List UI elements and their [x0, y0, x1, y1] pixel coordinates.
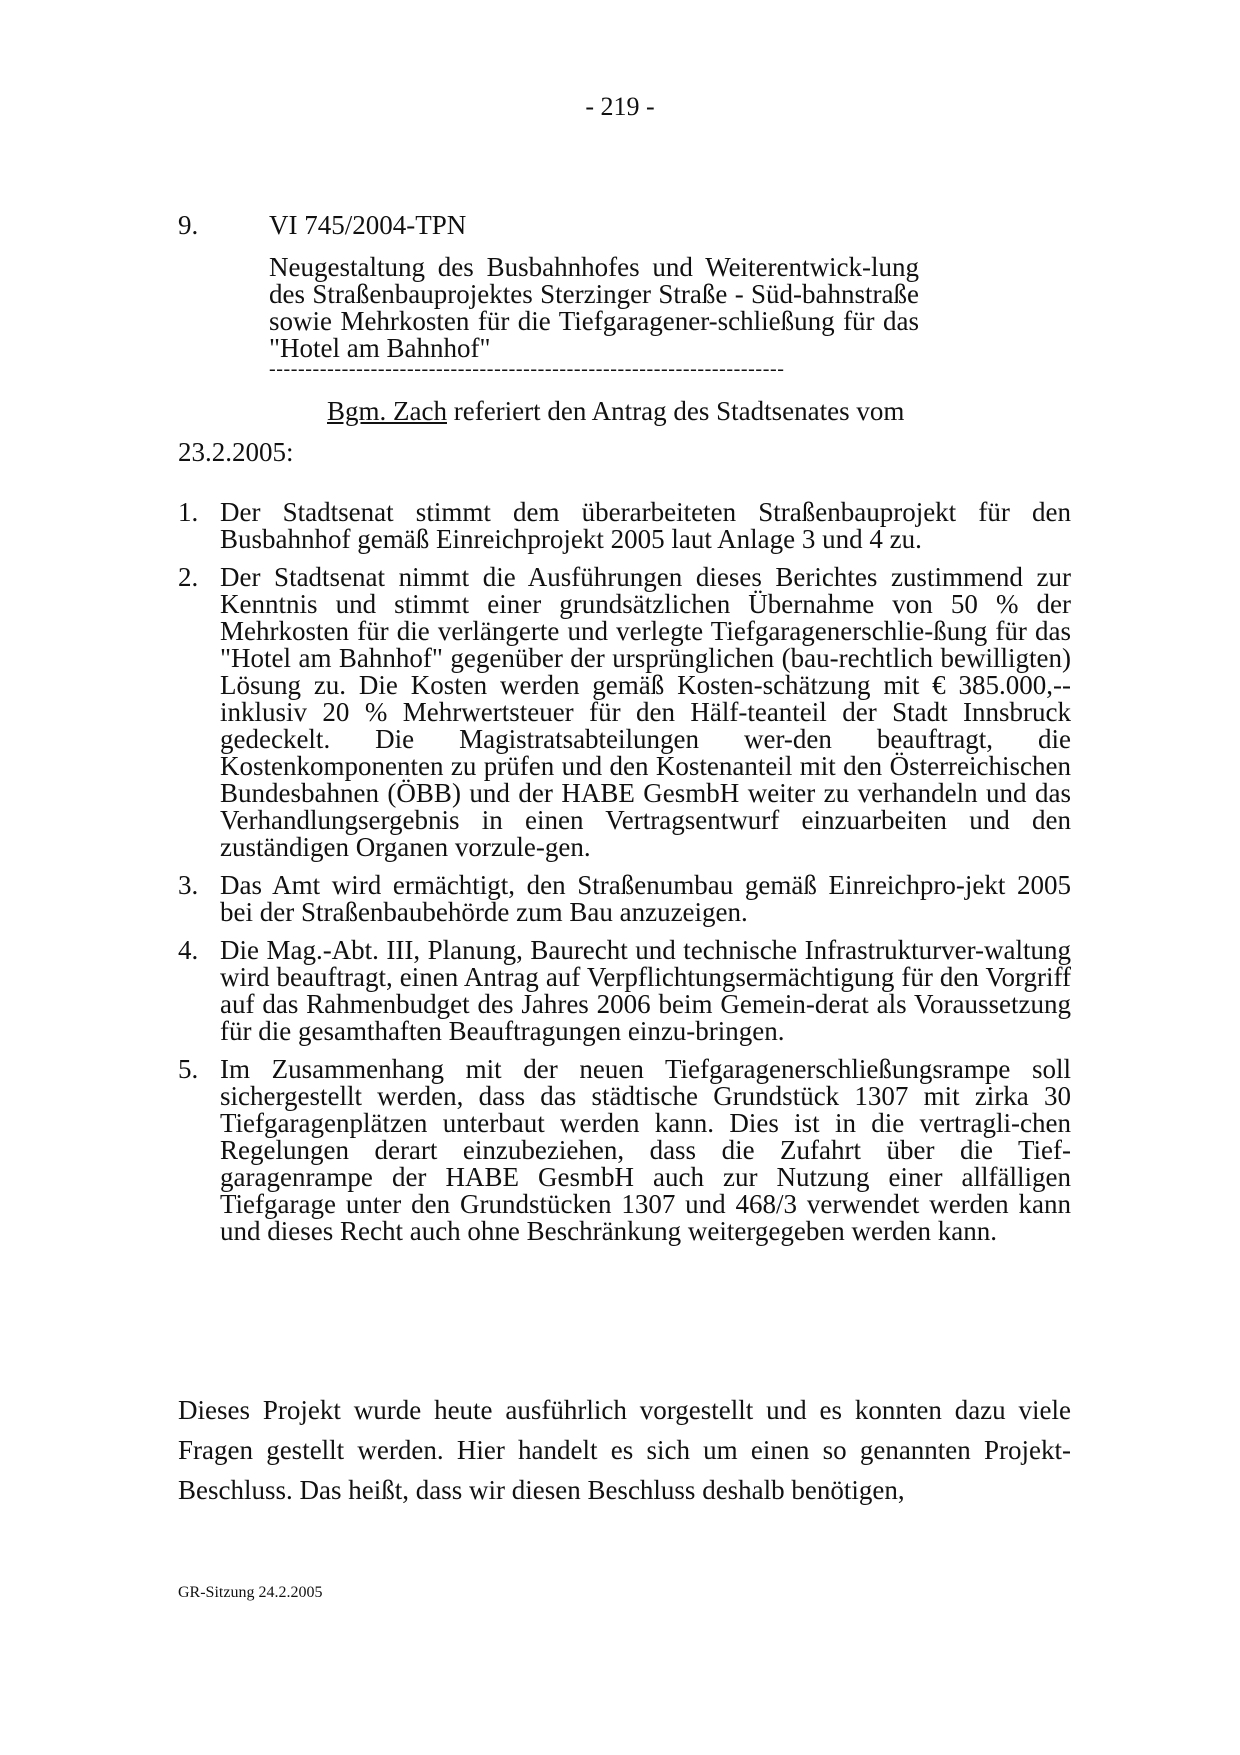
closing-paragraph: Dieses Projekt wurde heute ausführlich vorgestellt und es konnten dazu viele Fragen gestellt werden. Hier handelt es sich um einen so genannten Projekt-Beschluss. Das heißt, dass wir diesen Beschluss deshalb benötigen,	[178, 1395, 1071, 1505]
resolution-text: Der Stadtsenat stimmt dem überarbeiteten Straßenbauprojekt für den Busbahnhof gemäß Einreichprojekt 2005 laut Anlage 3 und 4 zu.	[220, 497, 1071, 554]
page-number: - 219 -	[585, 92, 655, 121]
agenda-subject: Neugestaltung des Busbahnhofes und Weiterentwick-lung des Straßenbauprojektes Sterzinger Straße - Süd-bahnstraße sowie Mehrkosten für die Tiefgaragener-schließung für das "Hotel am Bahnhof"	[269, 252, 919, 363]
resolution-text: Im Zusammenhang mit der neuen Tiefgaragenerschließungsrampe soll sichergestellt werden, dass das städtische Grundstück 1307 mit zirka 30 Tiefgaragenplätzen unterbaut werden kann. Dies ist in die vertragli-chen Regelungen derart einzubeziehen, dass die Zufahrt über die Tief-garagenrampe der HABE GesmbH auch zur Nutzung einer allfälligen Tiefgarage unter den Grundstücken 1307 und 468/3 verwendet werden kann und dieses Recht auch ohne Beschränkung weitergegeben werden kann.	[220, 1054, 1071, 1246]
resolution-number: 4.	[178, 935, 199, 965]
resolution-text: Das Amt wird ermächtigt, den Straßenumbau gemäß Einreichpro-jekt 2005 bei der Straßenbaubehörde zum Bau anzuzeigen.	[220, 870, 1071, 927]
separator-line: -----------------------------------------------------------------------	[269, 358, 785, 380]
intro-text: referiert den Antrag des Stadtsenates vom	[446, 396, 905, 426]
resolution-list	[178, 499, 1071, 1256]
resolution-number: 5.	[178, 1054, 199, 1084]
resolution-item	[178, 499, 1071, 553]
intro-date: 23.2.2005:	[178, 437, 294, 467]
intro-line	[327, 396, 904, 427]
page-footer: GR-Sitzung 24.2.2005	[178, 1584, 323, 1601]
resolution-number: 3.	[178, 870, 199, 900]
resolution-item	[178, 1056, 1071, 1245]
resolution-number: 2.	[178, 562, 199, 592]
speaker-name: Bgm. Zach	[327, 396, 447, 426]
resolution-item	[178, 937, 1071, 1045]
agenda-item-number: 9.	[178, 210, 199, 240]
resolution-item	[178, 564, 1071, 861]
resolution-text: Der Stadtsenat nimmt die Ausführungen dieses Berichtes zustimmend zur Kenntnis und stimmt einer grundsätzlichen Übernahme von 50 % der Mehrkosten für die verlängerte und verlegte Tiefgaragenerschlie-ßung für das "Hotel am Bahnhof" gegenüber der ursprünglichen (bau-rechtlich bewilligten) Lösung zu. Die Kosten werden gemäß Kosten-schätzung mit € 385.000,-- inklusiv 20 % Mehrwertsteuer für den Hälf-teanteil der Stadt Innsbruck gedeckelt. Die Magistratsabteilungen wer-den beauftragt, die Kostenkomponenten zu prüfen und den Kostenanteil mit den Österreichischen Bundesbahnen (ÖBB) und der HABE GesmbH weiter zu verhandeln und das Verhandlungsergebnis in einen Vertragsentwurf einzuarbeiten und den zuständigen Organen vorzule-gen.	[220, 562, 1071, 862]
resolution-text: Die Mag.-Abt. III, Planung, Baurecht und technische Infrastrukturver-waltung wird beauftragt, einen Antrag auf Verpflichtungsermächtigung für den Vorgriff auf das Rahmenbudget des Jahres 2006 beim Gemein-derat als Voraussetzung für die gesamthaften Beauftragungen einzu-bringen.	[220, 935, 1071, 1046]
resolution-number: 1.	[178, 497, 199, 527]
resolution-item	[178, 872, 1071, 926]
agenda-item-code: VI 745/2004-TPN	[269, 210, 467, 240]
